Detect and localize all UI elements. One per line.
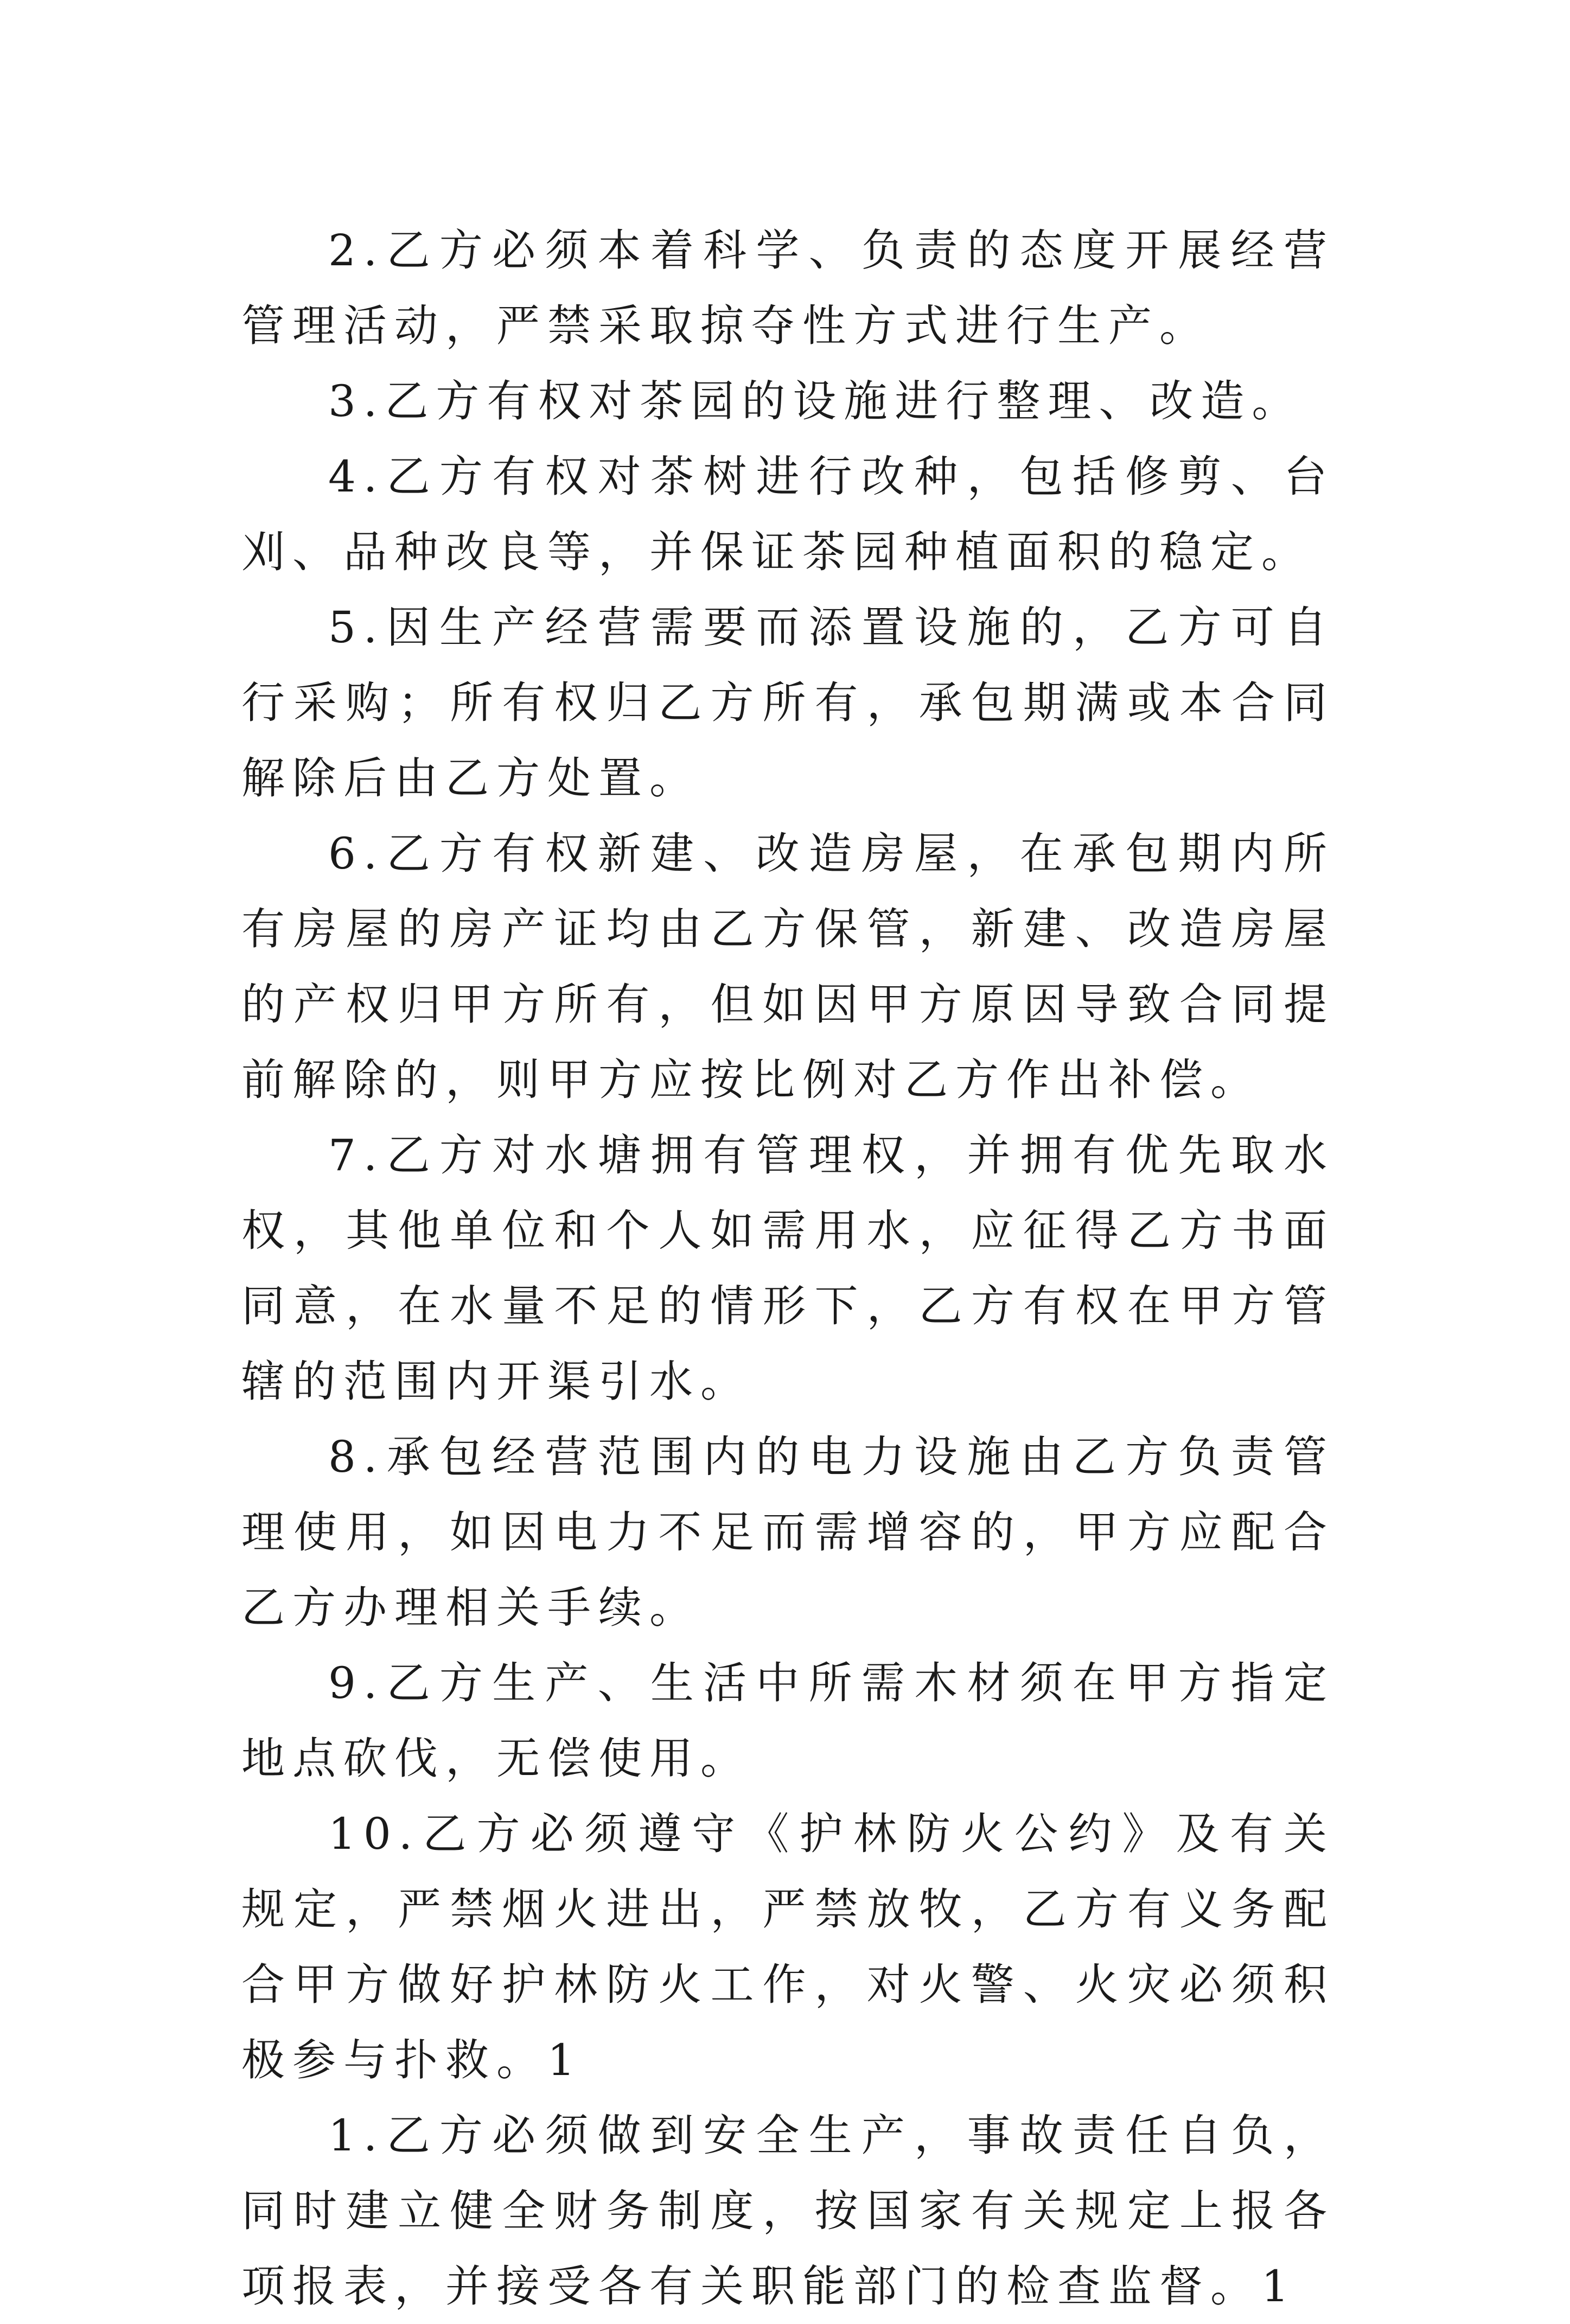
- clause-10: 10.乙方必须遵守《护林防火公约》及有关规定，严禁烟火进出，严禁放牧，乙方有义务配合甲方做好护林防火工作，对火警、火灾必须积极参与扑救。1: [241, 1809, 1335, 2085]
- clause-9: 9.乙方生产、生活中所需木材须在甲方指定地点砍伐，无偿使用。: [241, 1658, 1335, 1784]
- clause-6: 6.乙方有权新建、改造房屋，在承包期内所有房屋的房产证均由乙方保管，新建、改造房屋的产权归甲方所有，但如因甲方原因导致合同提前解除的，则甲方应按比例对乙方作出补偿。: [241, 828, 1335, 1105]
- clause-3: 3.乙方有权对茶园的设施进行整理、改造。: [328, 376, 1303, 426]
- clause-7: 7.乙方对水塘拥有管理权，并拥有优先取水权，其他单位和个人如需用水，应征得乙方书面同意，在水量不足的情形下，乙方有权在甲方管辖的范围内开渠引水。: [241, 1130, 1335, 1407]
- clause-2: 2.乙方必须本着科学、负责的态度开展经营管理活动，严禁采取掠夺性方式进行生产。: [241, 225, 1335, 351]
- clause-5: 5.因生产经营需要而添置设施的，乙方可自行采购；所有权归乙方所有，承包期满或本合同解除后由乙方处置。: [241, 602, 1335, 803]
- clause-4: 4.乙方有权对茶树进行改种，包括修剪、台刈、品种改良等，并保证茶园种植面积的稳定。: [241, 451, 1335, 577]
- clause-8: 8.承包经营范围内的电力设施由乙方负责管理使用，如因电力不足而需增容的，甲方应配合乙方办理相关手续。: [241, 1432, 1335, 1633]
- clause-11: 1.乙方必须做到安全生产，事故责任自负，同时建立健全财务制度，按国家有关规定上报各项报表，并接受各有关职能部门的检查监督。1: [241, 2110, 1335, 2312]
- contract-clauses: [241, 213, 1335, 2324]
